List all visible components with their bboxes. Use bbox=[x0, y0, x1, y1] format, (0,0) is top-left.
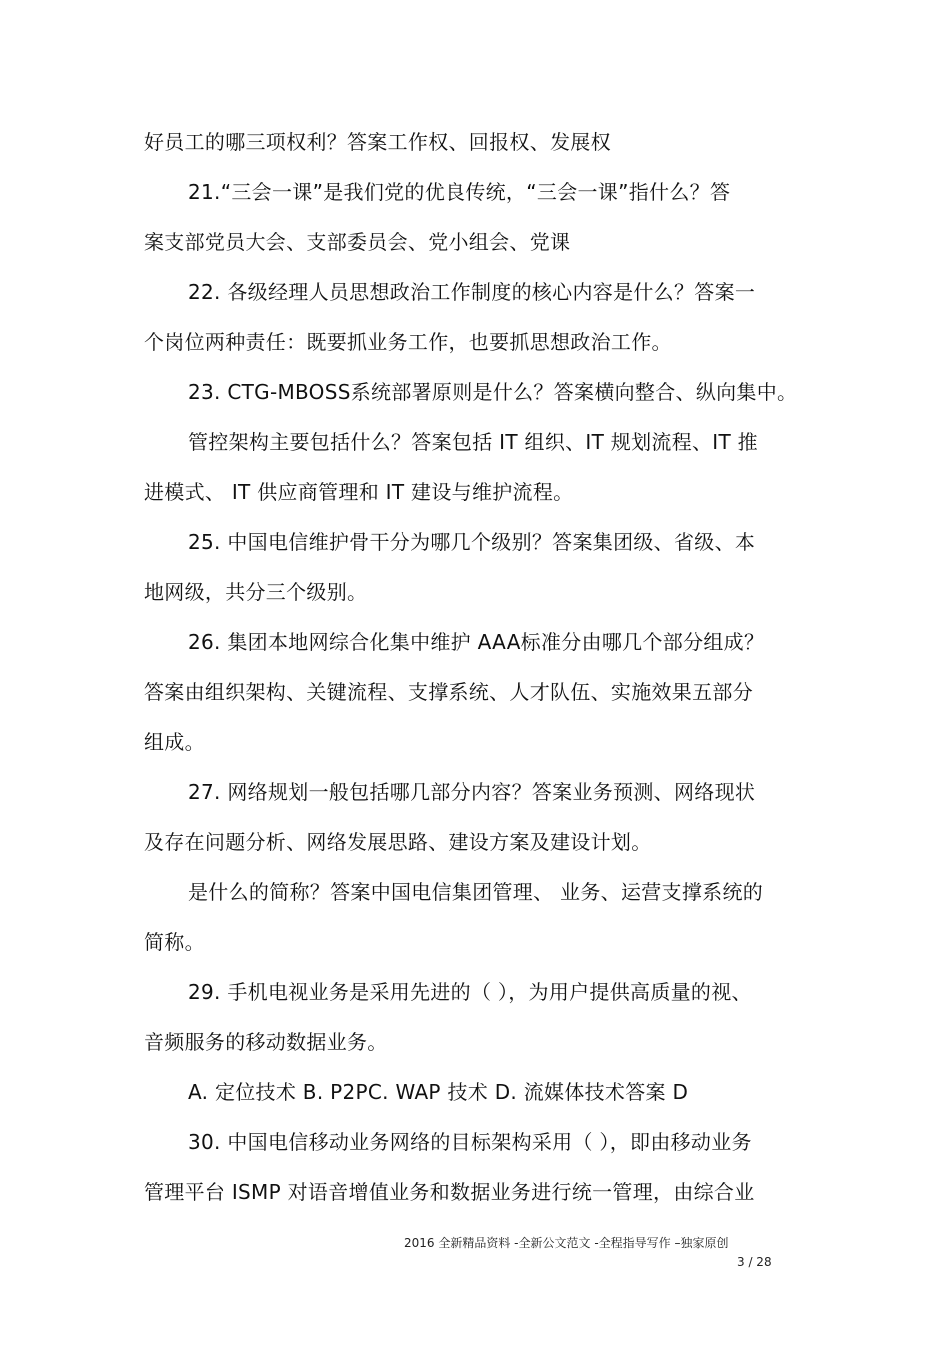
text-line-6: 23. CTG-MBOSS系统部署原则是什么？答案横向整合、纵向集中。 bbox=[188, 380, 798, 404]
text-line-19: 音频服务的移动数据业务。 bbox=[144, 1030, 388, 1054]
text-line-14: 27. 网络规划一般包括哪几部分内容？答案业务预测、网络现状 bbox=[188, 780, 756, 804]
text-line-21: 30. 中国电信移动业务网络的目标架构采用（ ），即由移动业务 bbox=[188, 1130, 752, 1154]
text-line-17: 简称。 bbox=[144, 930, 205, 954]
text-line-4: 22. 各级经理人员思想政治工作制度的核心内容是什么？答案一 bbox=[188, 280, 756, 304]
text-line-3: 案支部党员大会、支部委员会、党小组会、党课 bbox=[144, 230, 571, 254]
text-line-2: 21.“三会一课”是我们党的优良传统，“三会一课”指什么？答 bbox=[188, 180, 731, 204]
text-line-15: 及存在问题分析、网络发展思路、建设方案及建设计划。 bbox=[144, 830, 652, 854]
text-line-1: 好员工的哪三项权利？答案工作权、回报权、发展权 bbox=[144, 130, 611, 154]
text-line-11: 26. 集团本地网综合化集中维护 AAA标准分由哪几个部分组成？ bbox=[188, 630, 765, 654]
text-line-10: 地网级，共分三个级别。 bbox=[144, 580, 368, 604]
text-line-20: A. 定位技术 B. P2PC. WAP 技术 D. 流媒体技术答案 D bbox=[188, 1080, 689, 1104]
text-line-18: 29. 手机电视业务是采用先进的（ ），为用户提供高质量的视、 bbox=[188, 980, 752, 1004]
text-line-22: 管理平台 ISMP 对语音增值业务和数据业务进行统一管理，由综合业 bbox=[144, 1180, 755, 1204]
page-number: 3 / 28 bbox=[737, 1255, 772, 1269]
footer-note: 2016 全新精品资料 -全新公文范文 -全程指导写作 –独家原创 bbox=[404, 1236, 729, 1250]
text-line-7: 管控架构主要包括什么？答案包括 IT 组织、IT 规划流程、IT 推 bbox=[188, 430, 758, 454]
text-line-8: 进模式、 IT 供应商管理和 IT 建设与维护流程。 bbox=[144, 480, 574, 504]
text-line-12: 答案由组织架构、关键流程、支撑系统、人才队伍、实施效果五部分 bbox=[144, 680, 753, 704]
text-line-13: 组成。 bbox=[144, 730, 205, 754]
text-line-9: 25. 中国电信维护骨干分为哪几个级别？答案集团级、省级、本 bbox=[188, 530, 756, 554]
text-line-5: 个岗位两种责任：既要抓业务工作，也要抓思想政治工作。 bbox=[144, 330, 672, 354]
text-line-16: 是什么的简称？答案中国电信集团管理、 业务、运营支撑系统的 bbox=[188, 880, 764, 904]
